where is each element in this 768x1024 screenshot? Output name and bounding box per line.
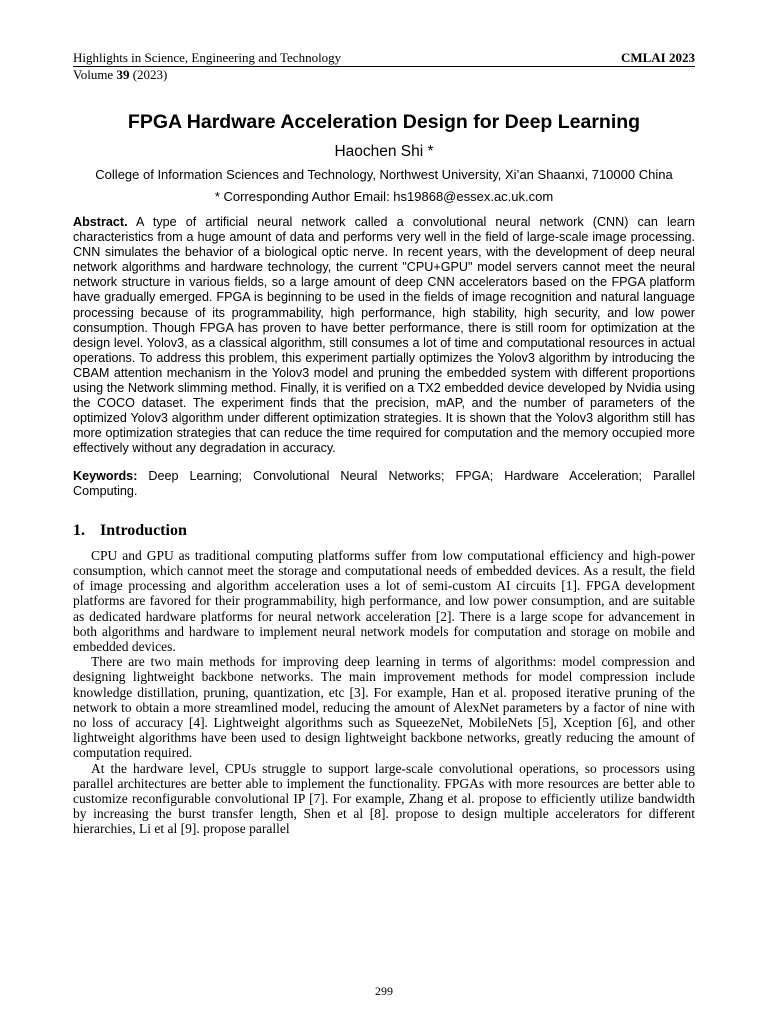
keywords-label: Keywords: — [73, 468, 138, 483]
keywords — [73, 469, 695, 499]
paper-title: FPGA Hardware Acceleration Design for Deep Learning — [127, 111, 641, 133]
page-number: 299 — [375, 984, 393, 998]
corresponding-email: * Corresponding Author Email: hs19868@essex.ac.uk.com — [214, 189, 554, 204]
keywords-text: Deep Learning; Convolutional Neural Networks; FPGA; Hardware Acceleration; Parallel Computing. — [73, 468, 695, 498]
abstract-label: Abstract. — [73, 215, 128, 229]
volume-number: 39 — [116, 67, 130, 82]
section-heading — [73, 521, 695, 540]
section-title: Introduction — [100, 521, 187, 539]
author-affiliation: College of Information Sciences and Technology, Northwest University, Xi’an Shaanxi, 710000 China — [95, 167, 673, 182]
section-body — [73, 548, 695, 837]
paper-page — [73, 50, 695, 837]
abstract — [73, 215, 695, 457]
volume-line — [73, 67, 695, 83]
conference-name: CMLAI 2023 — [620, 50, 695, 65]
running-header — [73, 50, 695, 67]
journal-name: Highlights in Science, Engineering and Technology — [73, 50, 342, 65]
volume-year: (2023) — [132, 67, 168, 82]
paragraph: CPU and GPU as traditional computing platforms suffer from low computational efficiency and high-power consumption, which cannot meet the storage and computational needs of embedded devices. As a result, the field of image processing and algorithm acceleration uses a lot of semi-custom AI circuits [1]. FPGA development platforms are favored for their programmability, high performance, and low power consumption, and are suitable as dedicated hardware platforms for neural network acceleration [2]. There is a large scope for advancement in both algorithms and hardware to implement neural network models for computation and storage on mobile and embedded devices. — [73, 547, 695, 654]
abstract-text: A type of artificial neural network called a convolutional neural network (CNN) can learn characteristics from a huge amount of data and performs very well in the field of large-scale image processing. CNN simulates the behavior of a biological optic nerve. In recent years, with the development of deep neural network algorithms and hardware technology, the current "CPU+GPU" model servers cannot meet the neural network structure in various fields, so a large amount of deep CNN accelerators based on the FPGA platform have gradually emerged. FPGA is beginning to be used in the fields of image recognition and natural language processing because of its programmability, high performance, high stability, high security, and low power consumption. Though FPGA has proven to have better performance, there is still room for optimization at the design level. Yolov3, as a classical algorithm, still consumes a lot of time and computational resources in actual operations. To address this problem, this experiment partially optimizes the Yolov3 algorithm by introducing the CBAM attention mechanism in the Yolov3 model and pruning the embedded system with different proportions using the Network slimming method. Finally, it is verified on a TX2 embedded device developed by Nvidia using the COCO dataset. The experiment finds that the precision, mAP, and the number of parameters of the optimized Yolov3 algorithm under different optimization strategies. It is shown that the Yolov3 algorithm still has more optimization strategies that can reduce the time required for computation and the memory occupied more effectively without any degradation in accuracy. — [73, 215, 695, 456]
volume-label: Volume — [73, 67, 114, 82]
section-number: 1. — [73, 521, 85, 539]
paragraph: At the hardware level, CPUs struggle to support large-scale convolutional operations, so processors using parallel architectures are better able to implement the functionality. FPGAs with more resources are better able to customize reconfigurable convolutional IP [7]. For example, Zhang et al. propose to efficiently utilize bandwidth by increasing the burst transfer length, Shen et al [8]. propose to design multiple accelerators for different hierarchies, Li et al [9]. propose parallel — [73, 760, 695, 837]
paragraph: There are two main methods for improving deep learning in terms of algorithms: model compression and designing lightweight backbone networks. The main improvement methods for model compression include knowledge distillation, pruning, quantization, etc [3]. For example, Han et al. proposed iterative pruning of the network to obtain a more streamlined model, reducing the amount of AlexNet parameters by a factor of nine with no loss of accuracy [4]. Lightweight algorithms such as SqueezeNet, MobileNets [5], Xception [6], and other lightweight algorithms have been used to design lightweight backbone networks, greatly reducing the amount of computation required. — [73, 654, 695, 761]
author-name: Haochen Shi * — [334, 143, 434, 160]
